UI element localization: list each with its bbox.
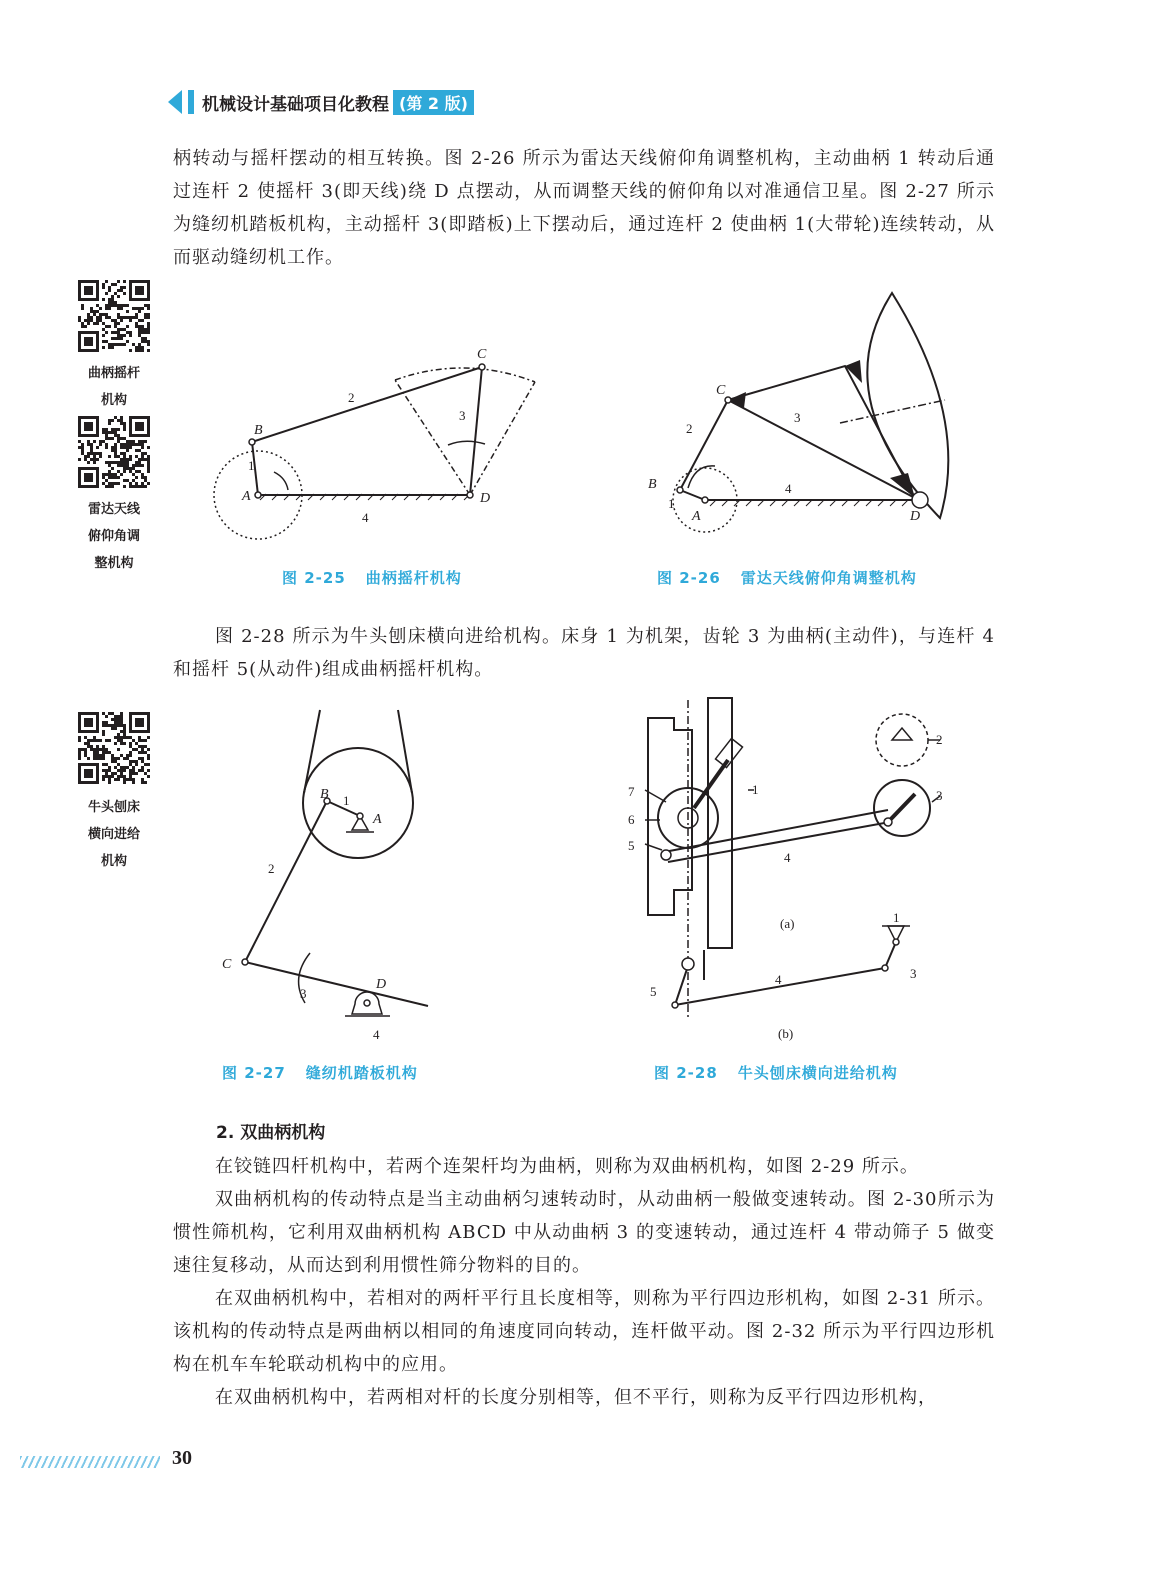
book-title: 机械设计基础项目化教程 [202, 94, 389, 115]
link-7 [694, 760, 728, 808]
label-a: (a) [780, 916, 795, 931]
qr-code-icon[interactable] [78, 416, 150, 488]
qr-block-shaper[interactable] [78, 712, 154, 875]
label-3: 3 [910, 966, 917, 981]
label-2: 2 [686, 421, 693, 436]
rotation-arrow [274, 472, 288, 490]
label-4: 4 [784, 850, 791, 865]
caption-2-27: 图 2-27 缝纫机踏板机构 [222, 1064, 418, 1082]
figure-2-25 [200, 340, 560, 540]
label-C: C [222, 957, 232, 972]
label-B: B [648, 477, 657, 492]
label-6: 6 [628, 812, 635, 827]
label-3: 3 [936, 788, 943, 803]
rocker-triangle [728, 366, 915, 498]
pulley-wheel [303, 748, 413, 858]
side-label: 横向进给 [87, 827, 140, 842]
label-4: 4 [785, 481, 792, 496]
label-1: 1 [752, 782, 759, 797]
coupler-link [245, 801, 327, 962]
label-2: 2 [268, 861, 275, 876]
label-3: 3 [300, 986, 307, 1001]
label-7: 7 [628, 784, 635, 799]
rocker-arc [395, 368, 535, 382]
side-label: 机构 [100, 393, 127, 408]
side-label: 机构 [100, 854, 127, 869]
header-bar [188, 90, 194, 114]
body-text [173, 1150, 995, 1414]
figure-2-28 [620, 690, 960, 1045]
label-A: A [373, 812, 382, 827]
swing-arrow [448, 441, 485, 445]
paragraph-1: 柄转动与摇杆摆动的相互转换。图 2-26 所示为雷达天线俯仰角调整机构，主动曲柄 1 转动后通过连杆 2 使摇杆 3(即天线)绕 D 点摆动，从而调整天线的俯仰角以对准通信卫星。图 2-27 所示为缝纫机踏板机构，主动摇杆 3(即踏板)上下摆动后，通过连杆 2 使曲柄 1(大带轮)连续转动，从而驱动缝纫机工作。 [173, 148, 995, 268]
label-4: 4 [775, 972, 782, 987]
paragraph-5: 在双曲柄机构中，若相对的两杆平行且长度相等，则称为平行四边形机构，如图 2-31 所示。该机构的传动特点是两曲柄以相同的角速度同向转动，连杆做平动。图 2-32 所示为平行四边形机构在机车车轮联动机构中的应用。 [173, 1288, 995, 1375]
label-1: 1 [668, 496, 675, 511]
label-D: D [480, 491, 491, 506]
running-header [168, 88, 474, 116]
caption-2-25: 图 2-25 曲柄摇杆机构 [282, 569, 462, 587]
caption-2-28: 图 2-28 牛头刨床横向进给机构 [654, 1064, 898, 1082]
label-C: C [716, 383, 726, 398]
machine-bed [648, 718, 692, 915]
figure-2-27 [210, 708, 430, 1048]
label-1: 1 [343, 793, 350, 808]
belt-left [304, 710, 320, 793]
link-4-lower [668, 822, 890, 862]
label-B: B [254, 423, 263, 438]
label-D: D [376, 977, 387, 992]
label-4: 4 [362, 510, 369, 525]
footer-stripe [20, 1456, 160, 1468]
qr-block-radar[interactable] [78, 416, 154, 577]
qr-block-crank-rocker[interactable] [78, 280, 154, 414]
label-5: 5 [628, 838, 635, 853]
qr-code-icon[interactable] [78, 280, 150, 352]
label-4: 4 [373, 1027, 380, 1042]
label-1: 1 [893, 910, 900, 925]
label-C: C [477, 347, 487, 362]
paragraph-3: 在铰链四杆机构中，若两个连架杆均为曲柄，则称为双曲柄机构，如图 2-29 所示。 [215, 1156, 919, 1177]
coupler-link [252, 367, 482, 442]
paragraph-6: 在双曲柄机构中，若两相对杆的长度分别相等，但不平行，则称为反平行四边形机构， [215, 1387, 937, 1408]
rocker-limit [395, 380, 470, 495]
side-label: 俯仰角调 [87, 529, 140, 544]
label-3: 3 [794, 410, 801, 425]
belt-right [398, 710, 412, 793]
section-heading: 2. 双曲柄机构 [216, 1123, 326, 1143]
header-arrow-icon [168, 90, 182, 114]
label-5: 5 [650, 984, 657, 999]
label-1: 1 [248, 458, 255, 473]
label-2: 2 [348, 390, 355, 405]
side-label: 曲柄摇杆 [87, 366, 140, 381]
gusset [728, 360, 915, 498]
side-label: 整机构 [94, 556, 134, 571]
treadle [245, 962, 428, 1006]
label-D: D [910, 509, 921, 524]
edition-badge: (第 2 版) [393, 90, 474, 115]
column [708, 698, 732, 948]
side-label: 牛头刨床 [87, 800, 140, 815]
qr-code-icon[interactable] [78, 712, 150, 784]
crank-link [680, 490, 705, 500]
figure-2-26 [640, 288, 960, 533]
label-2: 2 [936, 732, 943, 747]
paragraph-4: 双曲柄机构的传动特点是当主动曲柄匀速转动时，从动曲柄一般做变速转动。图 2-30所示为惯性筛机构，它利用双曲柄机构 ABCD 中从动曲柄 3 的变速转动，通过连杆 4 带动筛子 5 做变速往复移动，从而达到利用惯性筛分物料的目的。 [173, 1189, 995, 1276]
label-b: (b) [778, 1026, 794, 1041]
antenna-axis [840, 400, 945, 423]
rocker-link [470, 367, 482, 495]
side-label: 雷达天线 [87, 502, 140, 517]
paragraph-2: 图 2-28 所示为牛头刨床横向进给机构。床身 1 为机架，齿轮 3 为曲柄(主动件)，与连杆 4 和摇杆 5(从动件)组成曲柄摇杆机构。 [173, 626, 995, 680]
label-3: 3 [459, 408, 466, 423]
caption-2-26: 图 2-26 雷达天线俯仰角调整机构 [657, 569, 917, 587]
label-A: A [692, 509, 701, 524]
crank-3 [885, 942, 896, 968]
label-A: A [242, 489, 251, 504]
rocker-5 [675, 966, 688, 1005]
label-B: B [320, 787, 329, 802]
coupler-link [680, 400, 728, 490]
page-number: 30 [172, 1447, 192, 1469]
